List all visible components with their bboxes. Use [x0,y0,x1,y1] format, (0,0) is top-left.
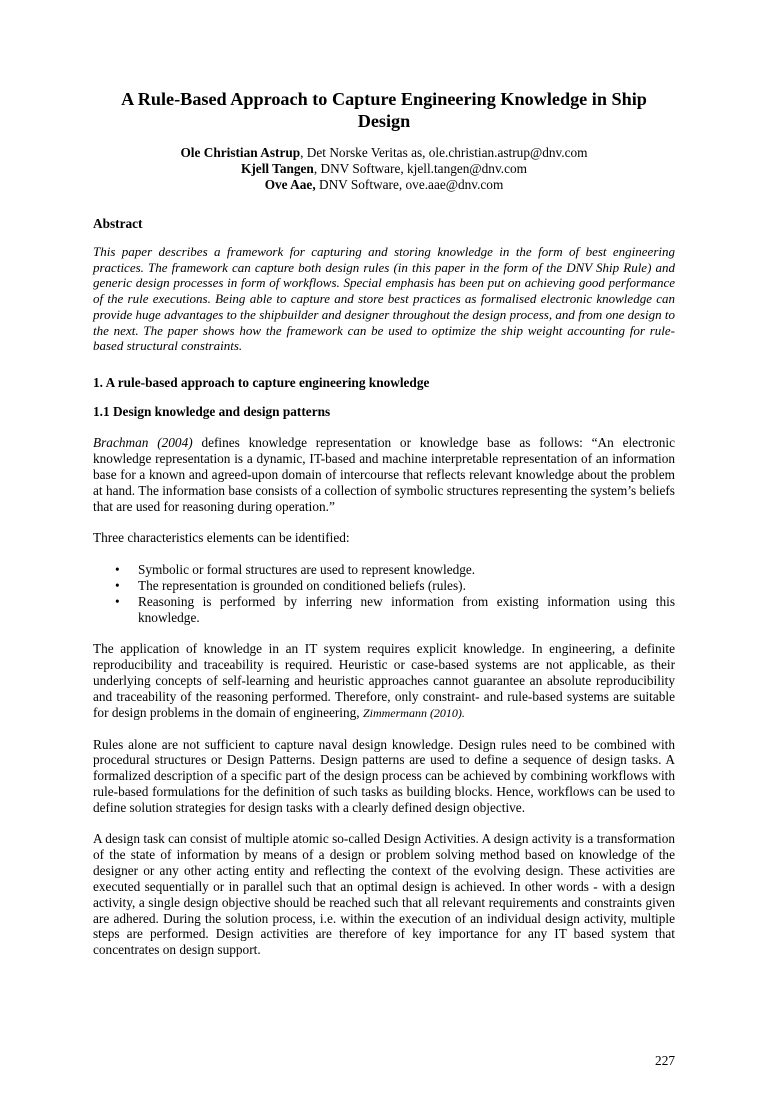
author-affiliation: , DNV Software, kjell.tangen@dnv.com [313,161,527,176]
paragraph-application [93,641,675,722]
paragraph-rules: Rules alone are not sufficient to capture naval design knowledge. Design rules need to be combined with procedural structures or Design Patterns. Design patterns are used to define a sequence of design tasks. A formalized description of a specific part of the design process can be achieved by combining workflows with rule-based formulations for the definition of such tasks as building blocks. Hence, workflows can be used to define solution strategies for design tasks with a clearly defined design objective. [93,736,675,816]
list-item [93,578,675,594]
author-line [93,161,675,177]
list-item-text: The representation is grounded on conditioned beliefs (rules). [138,578,466,594]
bullet-icon: • [115,594,120,610]
list-item-text: Reasoning is performed by inferring new information from existing information using this knowledge. [138,594,675,626]
paragraph-text: The application of knowledge in an IT system requires explicit knowledge. In engineering, a definite reproducibility and traceability is required. Heuristic or case-based systems are not applicable, as their underlying concepts of self-learning and heuristic approaches cannot guarantee an absolute reproducibility and traceability of the reasoning performed. Therefore, only constraint- and rule-based systems are suitable for design problems in the domain of engineering, [93,640,675,720]
author-name: Ove Aae, [264,177,316,192]
paragraph-brachman [93,435,675,515]
paper-title: A Rule-Based Approach to Capture Engineering Knowledge in Ship Design [121,89,647,131]
list-item [93,562,675,578]
paper-page [0,88,768,1112]
abstract-text: This paper describes a framework for capturing and storing knowledge in the form of best engineering practices. The framework can capture both design rules (in this paper in the form of the DNV Ship Rule) and generic design processes in form of workflows. Special emphasis has been put on achieving good performance of the rule executions. Being able to capture and store best practices as formalised electronic knowledge can provide huge advantages to the shipbuilder and designer throughout the design process, and from one design to the next. The paper shows how the framework can be used to optimize the ship weight accounting for rule-based structural constraints. [93,244,675,354]
citation: Zimmermann (2010). [362,705,465,720]
citation: Brachman (2004) [93,434,193,450]
bullet-list [93,562,675,626]
author-affiliation: , Det Norske Veritas as, ole.christian.astrup@dnv.com [300,145,588,160]
paragraph-design-task: A design task can consist of multiple atomic so-called Design Activities. A design activity is a transformation of the state of information by means of a design or problem solving method based on knowledge of the designer or any other acting entity and reflecting the context of the evolving design. These activities are executed sequentially or in parallel such that an optimal design is achieved. In other words - with a design activity, a single design objective should be reached such that all relevant requirements and constraints given are adhered. During the solution process, i.e. within the execution of an individual design activity, multiple steps are performed. Design activities are therefore of key importance for any IT based system that concentrates on design support. [93,831,675,958]
section-heading: 1. A rule-based approach to capture engineering knowledge [93,374,430,390]
list-item-text: Symbolic or formal structures are used to represent knowledge. [138,562,476,578]
author-block [93,145,675,193]
subsection-heading: 1.1 Design knowledge and design patterns [93,403,331,419]
abstract-heading: Abstract [93,216,143,231]
bullet-icon: • [115,578,120,594]
paragraph-text: defines knowledge representation or knowledge base as follows: “An electronic knowledge representation is a dynamic, IT-based and machine interpretable representation of an information base for a known and agreed-upon domain of intercourse that reflects relevant knowledge about the problem at hand. The information base consists of a collection of symbolic structures representing the system’s beliefs that are used for reasoning during operation.” [93,434,676,514]
author-line [93,177,675,193]
author-affiliation: DNV Software, ove.aae@dnv.com [315,177,504,192]
author-name: Ole Christian Astrup [180,145,301,160]
page-number: 227 [655,1053,675,1068]
list-item [93,594,675,626]
bullet-icon: • [115,562,120,578]
paragraph-characteristics: Three characteristics elements can be identified: [93,530,350,546]
author-name: Kjell Tangen [241,161,314,176]
author-line [93,145,675,161]
